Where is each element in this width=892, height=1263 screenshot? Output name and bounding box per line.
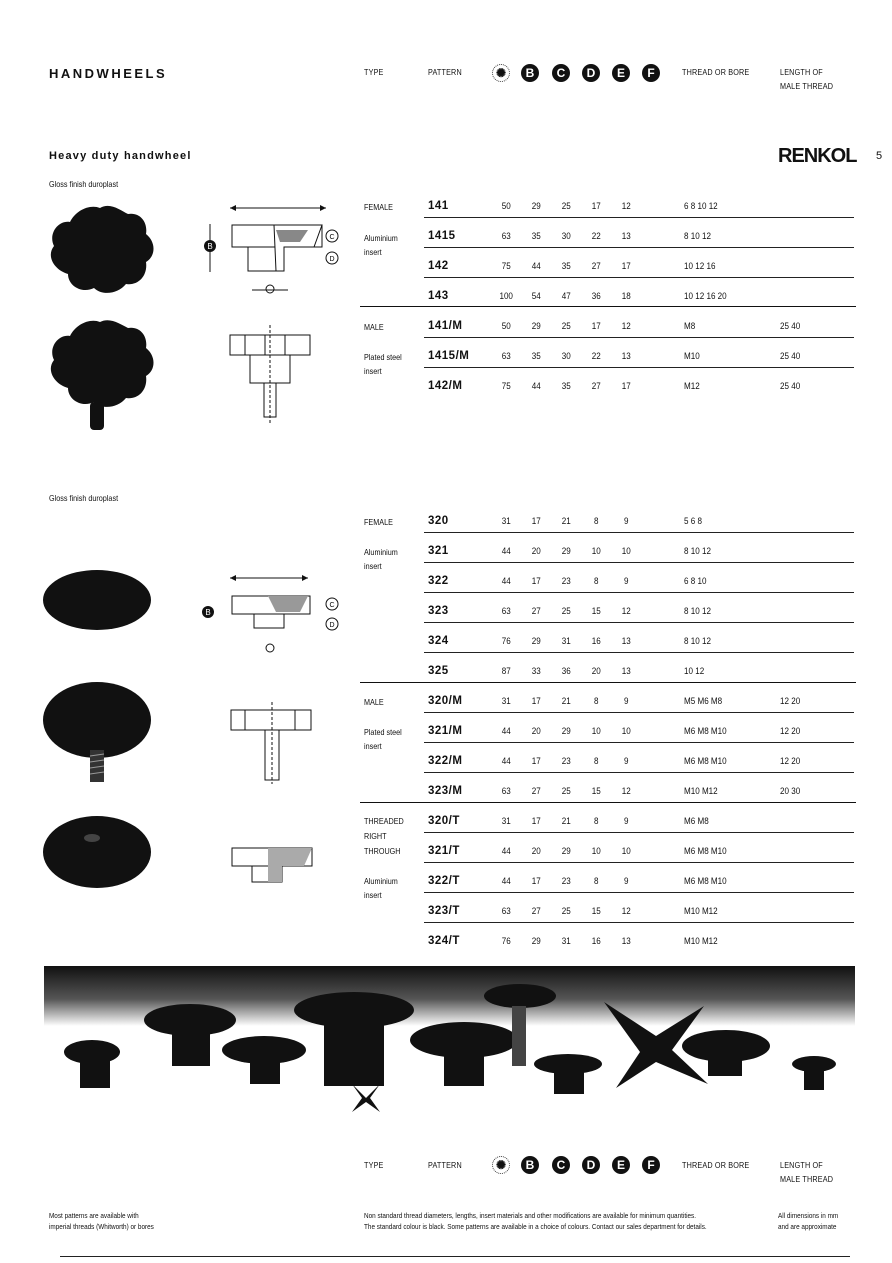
table-row [360,545,856,575]
footer-circle-e: E [612,1156,630,1174]
dim-value: 87 [501,666,511,677]
dim-value: 17 [531,696,541,707]
dim-value: 10 [621,846,631,857]
thread-value: M10 M12 [684,786,718,797]
table-row [360,350,856,380]
footer-circle-d: D [582,1156,600,1174]
dim-value: 44 [501,576,511,587]
svg-text:B: B [205,608,211,617]
type-code: 325 [428,665,449,677]
dim-value: 13 [621,231,631,242]
length-value: 20 30 [780,786,801,797]
dim-value: 21 [561,516,571,527]
col-length-header-1: LENGTH OF [780,67,823,77]
dim-value: 17 [621,261,631,272]
footer-circle-b: B [521,1156,539,1174]
dim-value: 30 [561,231,571,242]
dim-value: 63 [501,906,511,917]
circle-d: D [582,64,600,82]
pattern-a-icon: ✺ [492,64,510,82]
dim-value: 23 [561,876,571,887]
table-row [360,785,856,815]
dim-value: 25 [561,321,571,332]
dim-value: 31 [501,516,511,527]
dim-value: 29 [561,726,571,737]
type-code: 142/M [428,380,463,392]
type-code: 1415/M [428,350,470,362]
dim-value: 29 [561,846,571,857]
type-code: 323/T [428,905,460,917]
male-insert-2-1: Plated steel [364,727,402,737]
type-code: 322 [428,575,449,587]
dim-value: 17 [591,201,601,212]
dim-value: 21 [561,696,571,707]
thread-value: 6 8 10 12 [684,201,718,212]
dim-value: 20 [591,666,601,677]
row-rule [424,892,854,893]
thread-value: 8 10 12 [684,606,711,617]
dim-value: 8 [593,576,599,587]
round-knob-male-photo [40,680,155,785]
male-side-drawing-2 [225,700,320,785]
dim-value: 20 [531,726,541,737]
thread-value: 10 12 [684,666,705,677]
dim-value: 44 [531,261,541,272]
dim-value: 29 [531,321,541,332]
dim-value: 17 [531,756,541,767]
dim-value: 13 [621,936,631,947]
dim-value: 36 [561,666,571,677]
table-row [360,815,856,845]
col-type-header: TYPE [364,67,384,77]
dim-value: 25 [561,201,571,212]
thread-value: 10 12 16 20 [684,291,727,302]
dim-value: 50 [501,201,511,212]
thread-value: M8 [684,321,696,332]
dim-value: 29 [531,936,541,947]
dim-value: 16 [591,936,601,947]
table-row [360,665,856,695]
type-code: 142 [428,260,449,272]
dim-value: 22 [591,351,601,362]
finish-label-1: Gloss finish duroplast [49,179,119,189]
female-insert-2: insert [364,247,382,257]
thread-value: M6 M8 M10 [684,876,727,887]
dim-value: 22 [591,231,601,242]
table-row [360,230,856,260]
dim-value: 44 [501,756,511,767]
dim-value: 13 [621,636,631,647]
dim-value: 29 [561,546,571,557]
footer-col-length-1: LENGTH OF [780,1160,823,1170]
female-section-drawing-2 [196,568,346,658]
footer-circle-c: C [552,1156,570,1174]
dim-value: 10 [621,726,631,737]
footer-col-thread: THREAD OR BORE [682,1160,750,1170]
dim-value: 9 [623,756,629,767]
table-row [360,695,856,725]
dim-value: 44 [501,846,511,857]
thread-value: M10 [684,351,700,362]
table-row [360,380,856,410]
bottom-rule [60,1256,850,1257]
dim-value: 30 [561,351,571,362]
type-code: 143 [428,290,449,302]
row-rule [424,622,854,623]
dim-value: 33 [531,666,541,677]
table-row [360,635,856,665]
row-rule [424,367,854,368]
dim-value: 13 [621,666,631,677]
type-code: 324/T [428,935,460,947]
dim-value: 12 [621,906,631,917]
dim-value: 31 [561,936,571,947]
dim-value: 25 [561,786,571,797]
brand-logo: RENKOL [778,145,857,167]
dim-value: 17 [531,876,541,887]
row-rule [424,712,854,713]
dim-value: 27 [591,381,601,392]
table-row [360,935,856,965]
star-knob-male-photo [40,318,160,433]
dim-value: 76 [501,936,511,947]
row-rule [424,247,854,248]
dim-value: 18 [621,291,631,302]
type-code: 322/M [428,755,463,767]
footer-col-type: TYPE [364,1160,384,1170]
table-row [360,605,856,635]
female-insert-1: Aluminium [364,233,398,243]
type-code: 320 [428,515,449,527]
type-code: 321/M [428,725,463,737]
footnote-left-2: imperial threads (Whitworth) or bores [49,1222,154,1231]
dim-value: 8 [593,816,599,827]
dim-value: 35 [561,261,571,272]
thread-value: M6 M8 M10 [684,846,727,857]
length-value: 12 20 [780,726,801,737]
dim-value: 100 [499,291,513,302]
dim-value: 63 [501,606,511,617]
dim-value: 75 [501,381,511,392]
dim-value: 25 [561,906,571,917]
svg-text:D: D [329,256,335,263]
footnote-mid-2: The standard colour is black. Some patterns are available in a choice of colours. Contact our sales department for details. [364,1222,707,1231]
dim-value: 76 [501,636,511,647]
male-insert-2-2: insert [364,741,382,751]
dim-value: 75 [501,261,511,272]
male-side-drawing [220,325,320,425]
dim-value: 9 [623,816,629,827]
dim-value: 10 [591,546,601,557]
threaded-insert-2: insert [364,890,382,900]
thread-value: M6 M8 M10 [684,726,727,737]
row-rule [424,532,854,533]
dim-value: 21 [561,816,571,827]
dim-value: 54 [531,291,541,302]
col-length-header-2: MALE THREAD [780,81,834,91]
page-title: HANDWHEELS [49,66,168,81]
length-value: 25 40 [780,321,801,332]
footnote-mid-1: Non standard thread diameters, lengths, insert materials and other modifications are available for minimum quantities. [364,1211,697,1220]
table-row [360,320,856,350]
dim-value: 29 [531,636,541,647]
row-rule [424,742,854,743]
length-value: 25 40 [780,351,801,362]
row-rule [424,922,854,923]
dim-value: 44 [501,876,511,887]
dim-value: 29 [531,201,541,212]
female-section-drawing [196,200,346,300]
thread-value: M6 M8 [684,816,709,827]
dim-value: 23 [561,576,571,587]
row-rule [424,217,854,218]
footnote-right-1: All dimensions in mm [778,1211,839,1220]
row-rule [424,277,854,278]
dim-value: 16 [591,636,601,647]
finish-label-2: Gloss finish duroplast [49,493,119,503]
dim-value: 12 [621,321,631,332]
thread-value: M6 M8 M10 [684,756,727,767]
row-rule [424,337,854,338]
type-code: 324 [428,635,449,647]
col-thread-header: THREAD OR BORE [682,67,750,77]
type-code: 322/T [428,875,460,887]
dim-value: 35 [531,231,541,242]
circle-c: C [552,64,570,82]
dim-value: 63 [501,231,511,242]
table-row [360,725,856,755]
table-row [360,755,856,785]
type-code: 1415 [428,230,456,242]
svg-text:D: D [329,622,335,629]
dim-value: 12 [621,786,631,797]
dim-value: 15 [591,786,601,797]
female-insert-2-2: insert [364,561,382,571]
footer-circle-f: F [642,1156,660,1174]
dim-value: 8 [593,696,599,707]
dim-value: 17 [531,816,541,827]
dim-value: 15 [591,606,601,617]
table-divider-3 [360,802,856,803]
dim-value: 31 [561,636,571,647]
length-value: 25 40 [780,381,801,392]
table-row [360,845,856,875]
dim-value: 17 [591,321,601,332]
dim-value: 10 [621,546,631,557]
footnote-left-1: Most patterns are available with [49,1211,139,1220]
thread-value: 6 8 10 [684,576,707,587]
footer-pattern-a-icon: ✺ [492,1156,510,1174]
type-code: 321/T [428,845,460,857]
dim-value: 47 [561,291,571,302]
row-rule [424,652,854,653]
row-rule [424,772,854,773]
circle-f: F [642,64,660,82]
footer-col-pattern: PATTERN [428,1160,462,1170]
footnote-right-2: and are approximate [778,1222,837,1231]
thread-value: 5 6 8 [684,516,702,527]
through-section-drawing [228,842,323,887]
svg-text:B: B [207,242,213,251]
dim-value: 31 [501,816,511,827]
table-row [360,905,856,935]
type-code: 320/M [428,695,463,707]
thread-value: 8 10 12 [684,546,711,557]
dim-value: 9 [623,696,629,707]
dim-value: 17 [531,576,541,587]
star-knob-female-photo [40,200,160,300]
table-row [360,515,856,545]
svg-text:C: C [329,234,335,241]
table-row [360,575,856,605]
thread-value: M10 M12 [684,936,718,947]
dim-value: 15 [591,906,601,917]
footer-col-length-2: MALE THREAD [780,1174,834,1184]
type-code: 321 [428,545,449,557]
male-label-2: MALE [364,697,384,707]
dim-value: 27 [531,786,541,797]
table-row [360,290,856,320]
threaded-insert-1: Aluminium [364,876,398,886]
female-label: FEMALE [364,202,393,212]
row-rule [424,562,854,563]
round-knob-through-photo [40,812,155,892]
col-pattern-header: PATTERN [428,67,462,77]
type-code: 141 [428,200,449,212]
dim-value: 44 [531,381,541,392]
dim-value: 12 [621,201,631,212]
dim-value: 17 [621,381,631,392]
thread-value: 8 10 12 [684,231,711,242]
section-title: Heavy duty handwheel [49,150,192,162]
thread-value: 8 10 12 [684,636,711,647]
male-label: MALE [364,322,384,332]
threaded-label-3: THROUGH [364,846,401,856]
product-photo-band [44,966,855,1116]
dim-value: 35 [531,351,541,362]
dim-value: 44 [501,546,511,557]
dim-value: 9 [623,876,629,887]
dim-value: 13 [621,351,631,362]
thread-value: M10 M12 [684,906,718,917]
thread-value: M12 [684,381,700,392]
threaded-label-1: THREADED [364,816,404,826]
dim-value: 8 [593,756,599,767]
type-code: 320/T [428,815,460,827]
length-value: 12 20 [780,696,801,707]
dim-value: 50 [501,321,511,332]
dim-value: 44 [501,726,511,737]
dim-value: 27 [591,261,601,272]
table-row [360,875,856,905]
svg-text:C: C [329,602,335,609]
table-divider-2 [360,682,856,683]
dim-value: 9 [623,516,629,527]
circle-b: B [521,64,539,82]
dim-value: 31 [501,696,511,707]
dim-value: 8 [593,516,599,527]
dim-value: 12 [621,606,631,617]
dim-value: 35 [561,381,571,392]
circle-e: E [612,64,630,82]
female-insert-2-1: Aluminium [364,547,398,557]
male-insert-2: insert [364,366,382,376]
table-row [360,260,856,290]
dim-value: 10 [591,726,601,737]
dim-value: 25 [561,606,571,617]
dim-value: 63 [501,786,511,797]
dim-value: 27 [531,906,541,917]
dim-value: 27 [531,606,541,617]
thread-value: M5 M6 M8 [684,696,723,707]
page-number: 5 [876,150,883,162]
dim-value: 17 [531,516,541,527]
dim-value: 36 [591,291,601,302]
type-code: 323/M [428,785,463,797]
dim-value: 8 [593,876,599,887]
thread-value: 10 12 16 [684,261,716,272]
female-label-2: FEMALE [364,517,393,527]
dim-value: 9 [623,576,629,587]
round-knob-female-photo [40,565,155,635]
type-code: 323 [428,605,449,617]
threaded-label-2: RIGHT [364,831,387,841]
dim-value: 20 [531,846,541,857]
male-insert-1: Plated steel [364,352,402,362]
dim-value: 10 [591,846,601,857]
length-value: 12 20 [780,756,801,767]
row-rule [424,592,854,593]
dim-value: 20 [531,546,541,557]
dim-value: 23 [561,756,571,767]
row-rule [424,862,854,863]
table-divider [360,306,856,307]
dim-value: 63 [501,351,511,362]
row-rule [424,832,854,833]
type-code: 141/M [428,320,463,332]
table-row [360,200,856,230]
